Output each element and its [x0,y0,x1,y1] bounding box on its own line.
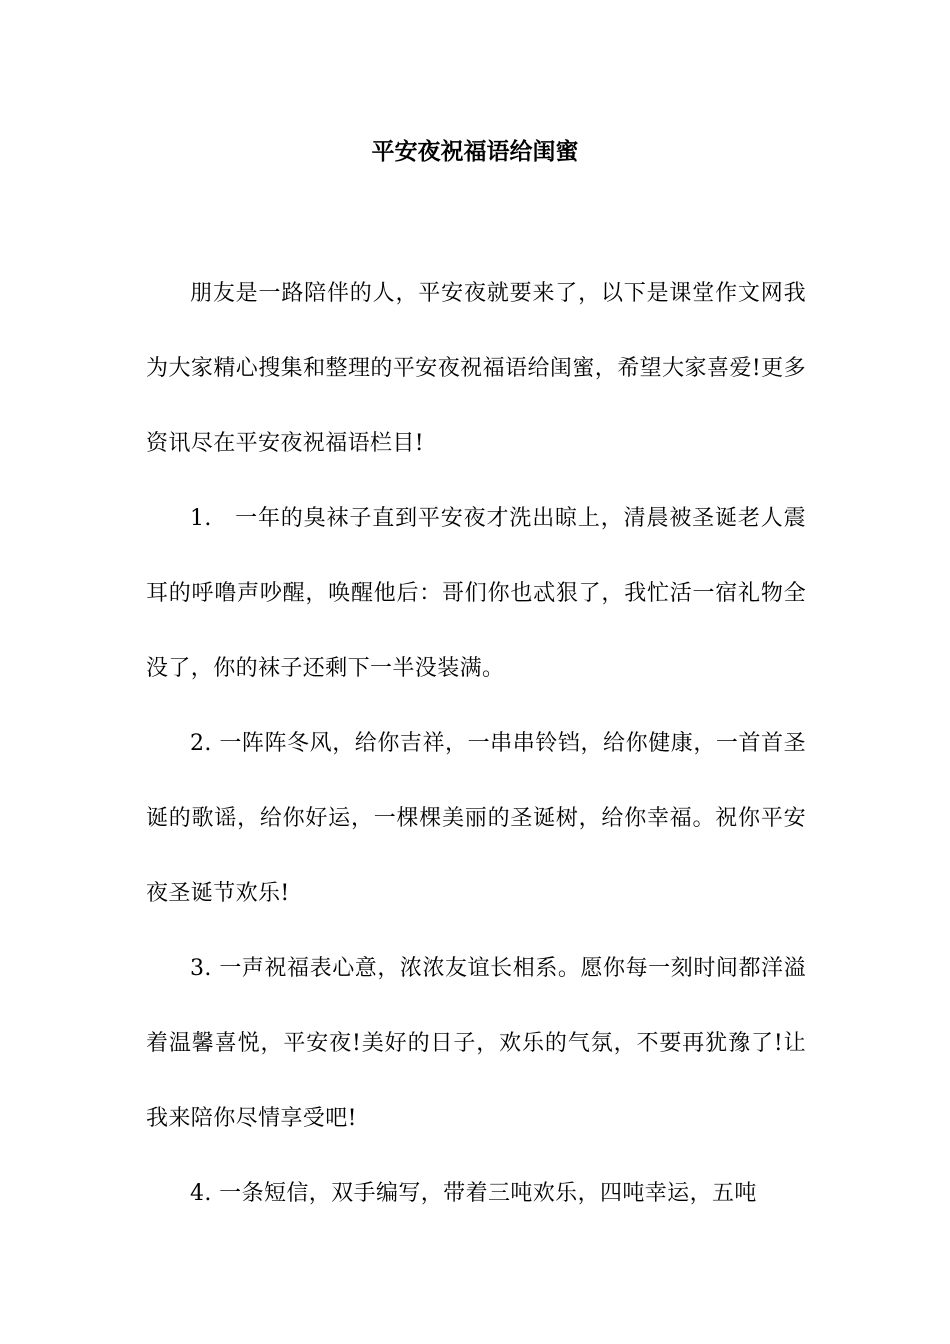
paragraph-item-1: 1. 一年的臭袜子直到平安夜才洗出晾上，清晨被圣诞老人震耳的呼噜声吵醒，唤醒他后：哥们你也忒狠了，我忙活一宿礼物全没了，你的袜子还剩下一半没装满。 [146,506,806,681]
paragraph-item-4: 4. 一条短信，双手编写，带着三吨欢乐，四吨幸运，五吨 [190,1181,757,1206]
document-body [146,256,806,1231]
paragraph-item-3: 3. 一声祝福表心意，浓浓友谊长相系。愿你每一刻时间都洋溢着温馨喜悦，平安夜!美好的日子，欢乐的气氛，不要再犹豫了!让我来陪你尽情享受吧! [146,956,806,1131]
document-title: 平安夜祝福语给闺蜜 [371,138,579,165]
paragraph-intro: 朋友是一路陪伴的人，平安夜就要来了，以下是课堂作文网我为大家精心搜集和整理的平安夜祝福语给闺蜜，希望大家喜爱!更多资讯尽在平安夜祝福语栏目! [146,281,806,456]
paragraph-item-2: 2. 一阵阵冬风，给你吉祥，一串串铃铛，给你健康，一首首圣诞的歌谣，给你好运，一棵棵美丽的圣诞树，给你幸福。祝你平安夜圣诞节欢乐! [146,731,806,906]
